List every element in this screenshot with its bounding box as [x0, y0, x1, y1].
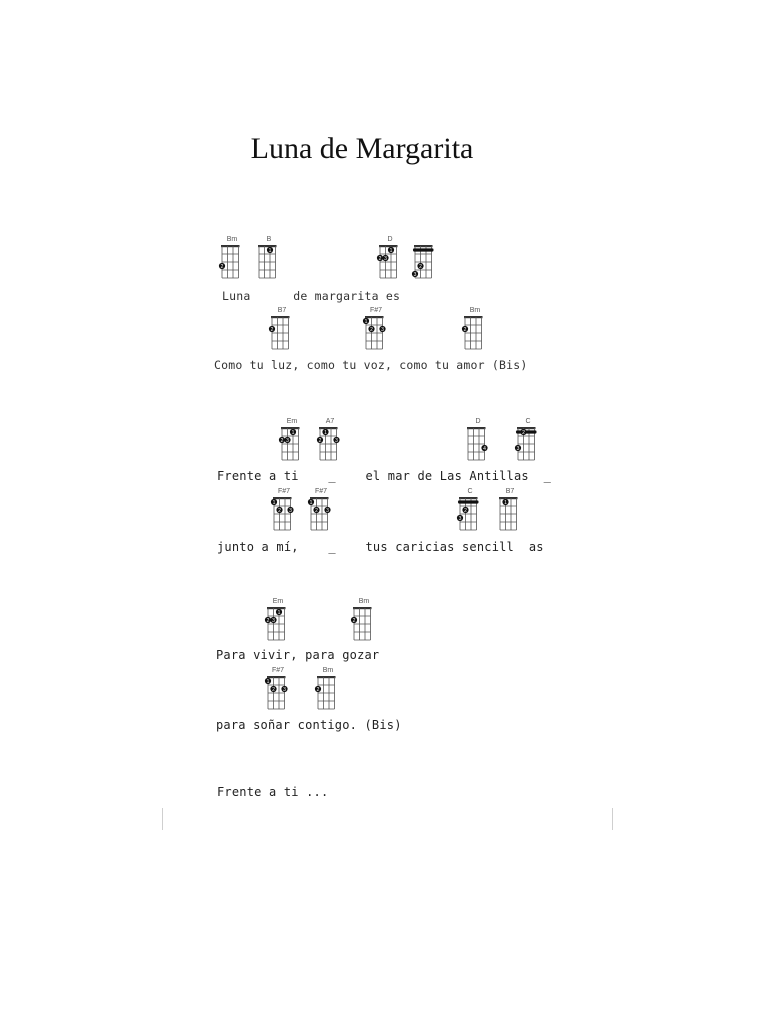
svg-text:1: 1	[504, 499, 507, 506]
fretboard	[456, 496, 484, 534]
svg-text:2: 2	[419, 263, 422, 270]
svg-text:1: 1	[324, 429, 327, 436]
chord-name: F#7	[277, 488, 291, 495]
chord-diagram	[514, 418, 542, 466]
fretboard	[376, 244, 404, 282]
chord-diagram	[268, 307, 296, 355]
chord-name: B7	[277, 307, 287, 314]
fretboard	[514, 426, 542, 464]
chord-diagram	[314, 667, 342, 715]
chord-name: Bm	[226, 236, 238, 243]
chord-name: Bm	[469, 307, 481, 314]
chord-diagram	[218, 236, 246, 284]
chord-name: D	[387, 236, 393, 243]
svg-text:3: 3	[272, 617, 275, 624]
chord-diagram	[316, 418, 344, 466]
lyric-line: Frente a ti ...	[217, 785, 329, 799]
svg-text:2: 2	[220, 263, 224, 270]
svg-text:3: 3	[381, 326, 384, 333]
fretboard	[270, 496, 298, 534]
svg-text:1: 1	[272, 499, 276, 506]
fretboard	[278, 426, 306, 464]
svg-text:2: 2	[318, 437, 322, 444]
chord-name: F#7	[271, 667, 285, 674]
chord-diagram	[255, 236, 283, 284]
chord-diagram	[362, 307, 390, 355]
chord-name: C	[525, 418, 531, 425]
chord-diagram	[456, 488, 484, 536]
svg-text:2: 2	[463, 326, 467, 333]
svg-text:1: 1	[291, 429, 295, 436]
svg-text:3: 3	[326, 507, 329, 514]
chord-name	[405, 236, 445, 244]
chord-name: D	[475, 418, 481, 425]
svg-text:3: 3	[335, 437, 338, 444]
svg-text:3: 3	[458, 515, 462, 522]
svg-text:2: 2	[464, 507, 467, 514]
svg-text:2: 2	[370, 326, 373, 333]
svg-text:1: 1	[277, 609, 281, 616]
svg-text:3: 3	[286, 437, 289, 444]
svg-text:2: 2	[280, 437, 284, 444]
fretboard	[461, 315, 489, 353]
fretboard	[316, 426, 344, 464]
svg-text:2: 2	[315, 507, 318, 514]
lyric-line: Como tu luz, como tu voz, como tu amor (Bis)	[214, 358, 528, 372]
svg-text:1: 1	[266, 678, 270, 685]
svg-text:2: 2	[272, 686, 275, 693]
svg-text:4: 4	[483, 445, 486, 452]
lyric-line: Luna de margarita es	[222, 289, 401, 303]
svg-text:3: 3	[516, 445, 520, 452]
fretboard	[255, 244, 283, 282]
fretboard	[314, 675, 342, 713]
svg-text:2: 2	[378, 255, 382, 262]
chord-diagram	[264, 667, 292, 715]
svg-text:2: 2	[352, 617, 356, 624]
lyric-line: Para vivir, para gozar	[216, 648, 380, 662]
fretboard	[350, 606, 378, 644]
svg-text:3: 3	[283, 686, 286, 693]
chord-diagram	[270, 488, 298, 536]
chord-name: C	[467, 488, 473, 495]
fretboard	[264, 606, 292, 644]
chord-diagram	[278, 418, 306, 466]
fretboard	[411, 244, 439, 282]
fretboard	[264, 675, 292, 713]
fretboard	[268, 315, 296, 353]
svg-text:3: 3	[289, 507, 292, 514]
chord-name: F#7	[314, 488, 328, 495]
svg-text:3: 3	[413, 271, 417, 278]
svg-text:2: 2	[270, 326, 274, 333]
svg-text:1: 1	[268, 247, 272, 254]
chord-name: F#7	[369, 307, 383, 314]
chord-name: Em	[286, 418, 298, 425]
chord-name: B	[266, 236, 272, 243]
svg-text:1: 1	[364, 318, 368, 325]
chord-diagram	[464, 418, 492, 466]
fretboard	[496, 496, 524, 534]
fretboard	[218, 244, 246, 282]
chord-diagram	[461, 307, 489, 355]
margin-mark-right	[612, 808, 613, 830]
lyric-line: para soñar contigo. (Bis)	[216, 718, 402, 732]
chord-name: Bm	[358, 598, 370, 605]
svg-text:2: 2	[316, 686, 320, 693]
svg-text:2: 2	[266, 617, 270, 624]
chord-diagram	[307, 488, 335, 536]
svg-text:2: 2	[522, 429, 525, 436]
chord-diagram	[376, 236, 404, 284]
chord-name: Bm	[322, 667, 334, 674]
chord-name: B7	[505, 488, 515, 495]
lyric-line: junto a mí, _ tus caricias sencill as	[217, 540, 544, 554]
fretboard	[362, 315, 390, 353]
lyric-line: Frente a ti _ el mar de Las Antillas _	[217, 469, 552, 483]
page-title: Luna de Margarita	[250, 132, 474, 165]
fretboard	[464, 426, 492, 464]
svg-text:1: 1	[389, 247, 393, 254]
chord-diagram	[411, 236, 439, 284]
chord-name: Em	[272, 598, 284, 605]
chord-diagram	[350, 598, 378, 646]
svg-text:3: 3	[384, 255, 387, 262]
margin-mark-left	[162, 808, 163, 830]
svg-text:2: 2	[278, 507, 281, 514]
chord-diagram	[264, 598, 292, 646]
chord-name: A7	[325, 418, 335, 425]
fretboard	[307, 496, 335, 534]
chord-diagram	[496, 488, 524, 536]
svg-text:1: 1	[309, 499, 313, 506]
